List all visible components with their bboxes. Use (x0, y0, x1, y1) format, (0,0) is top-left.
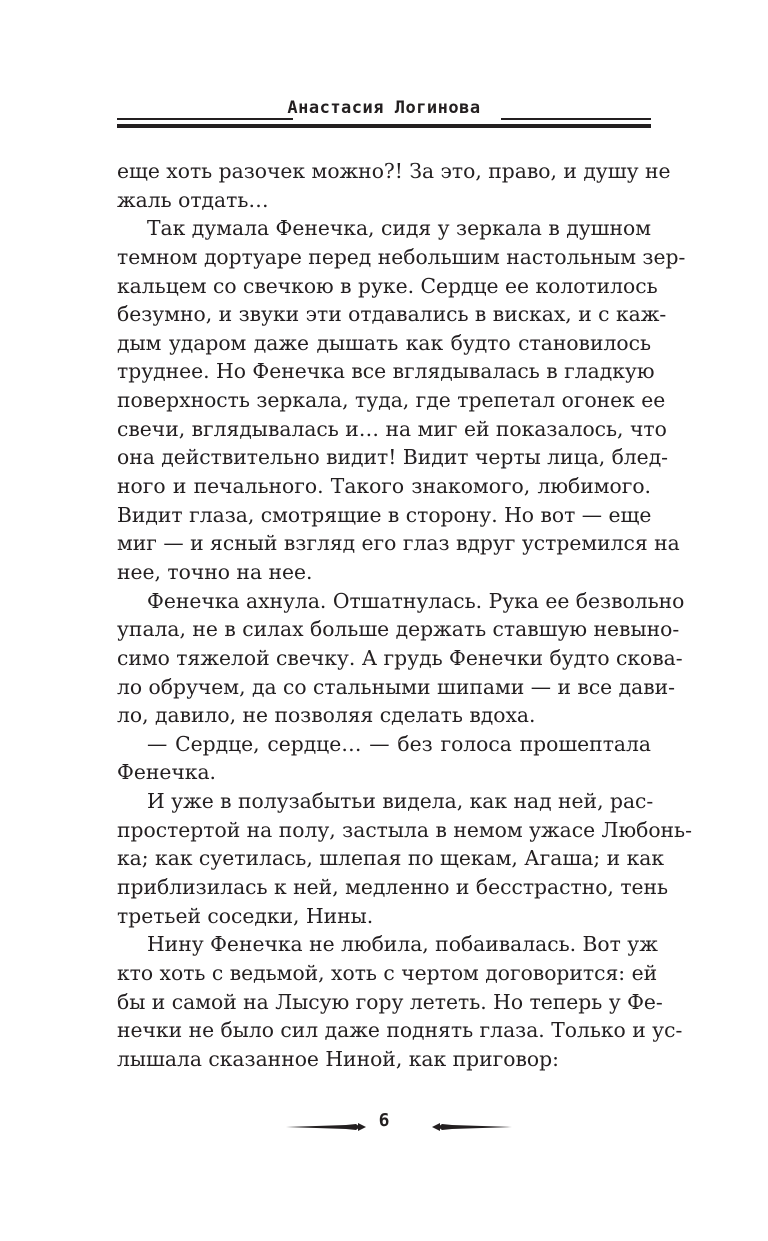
text-line: ка; как суетилась, шлепая по щекам, Агаша; и как (117, 846, 665, 871)
text-line: дым ударом даже дышать как будто становилось (117, 330, 651, 355)
text-line: безумно, и звуки эти отдавались в висках, и с каж- (117, 302, 667, 327)
text-line: поверхность зеркала, туда, где трепетал огонек ее (117, 388, 666, 413)
running-title: Анастасия Логинова (287, 98, 481, 118)
body-text (117, 157, 692, 1074)
text-line: кальцем со свечкою в руке. Сердце ее колотилось (117, 273, 658, 298)
text-line: свечи, вглядывалась и… на миг ей показалось, что (117, 416, 667, 441)
text-line: приблизилась к ней, медленно и бесстрастно, тень (117, 875, 669, 900)
text-line: симо тяжелой свечку. А грудь Фенечки будто скова- (117, 645, 683, 670)
text-line: труднее. Но Фенечка все вглядывалась в гладкую (117, 359, 655, 384)
text-line: Видит глаза, смотрящие в сторону. Но вот — еще (117, 502, 652, 527)
text-line: Фенечка ахнула. Отшатнулась. Рука ее безвольно (147, 588, 685, 613)
text-line: — Сердце, сердце… — без голоса прошептала (147, 731, 651, 756)
text-line: кто хоть с ведьмой, хоть с чертом договорится: ей (117, 960, 658, 985)
text-line: И уже в полузабытьи видела, как над ней, рас- (147, 789, 654, 814)
text-line: жаль отдать… (117, 187, 269, 212)
running-header (117, 98, 651, 128)
text-line: Так думала Фенечка, сидя у зеркала в душном (147, 216, 651, 241)
text-line: Фенечка. (117, 760, 216, 785)
text-line: ло обручем, да со стальными шипами — и все дави- (117, 674, 676, 699)
text-line: нее, точно на нее. (117, 559, 313, 584)
header-rule-right (501, 118, 651, 120)
text-line: бы и самой на Лысую гору лететь. Но теперь у Фе- (117, 989, 663, 1014)
text-line: миг — и ясный взгляд его глаз вдруг устремился на (117, 531, 680, 556)
header-rule-left (117, 118, 293, 120)
text-line: еще хоть разочек можно?! За это, право, и душу не (117, 159, 671, 183)
text-line: упала, не в силах больше держать ставшую невыно- (117, 617, 680, 642)
page-number: 6 (378, 1110, 390, 1131)
text-line: ло, давило, не позволяя сделать вдоха. (117, 703, 536, 728)
text-line: ного и печального. Такого знакомого, любимого. (117, 474, 651, 499)
text-line: лышала сказанное Ниной, как приговор: (117, 1046, 559, 1071)
arrow-left-ornament-icon (430, 1122, 512, 1132)
header-thick-rule (117, 124, 651, 128)
text-line: простертой на полу, застыла в немом ужасе Любонь- (117, 817, 692, 842)
text-line: третьей соседки, Нины. (117, 903, 374, 928)
page-footer (0, 1108, 768, 1138)
text-line: она действительно видит! Видит черты лица, блед- (117, 445, 669, 470)
text-line: Нину Фенечка не любила, побаивалась. Вот уж (147, 932, 658, 957)
text-line: темном дортуаре перед небольшим настольным зер- (117, 244, 686, 269)
text-line: нечки не было сил даже поднять глаза. Только и ус- (117, 1018, 683, 1043)
